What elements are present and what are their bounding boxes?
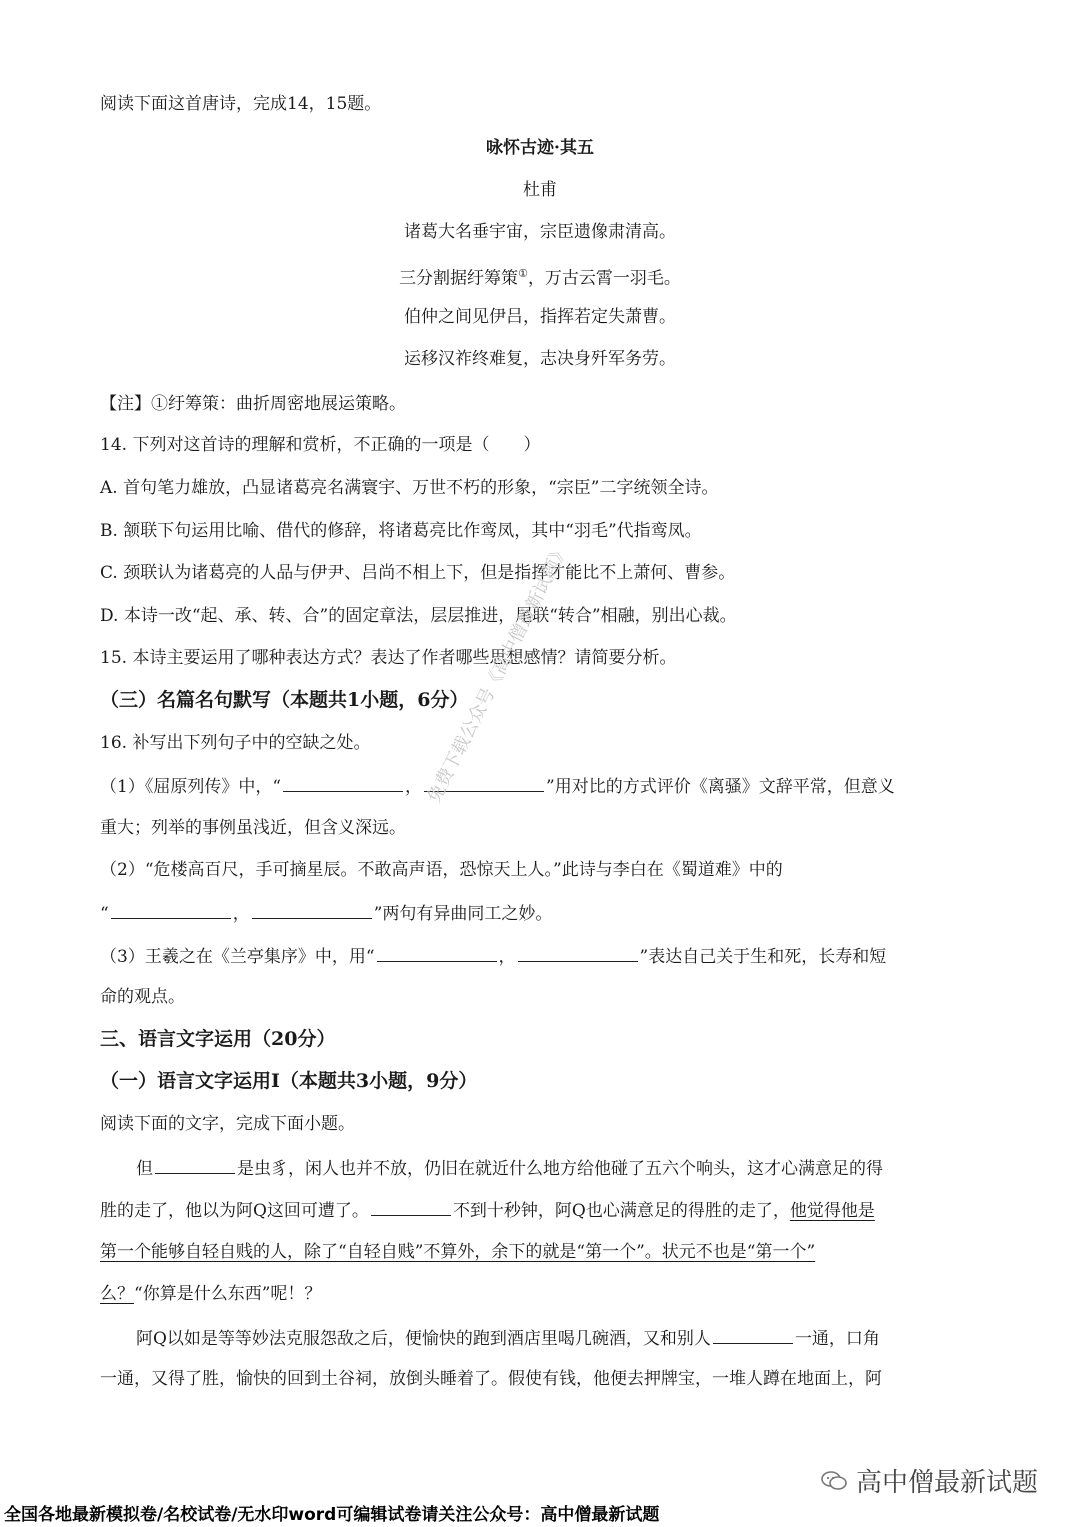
question-16-item-2: （2）“危楼高百尺，手可摘星辰。不敢高声语，恐惊天上人。”此诗与李白在《蜀道难》中的 (100, 860, 783, 880)
brand-name: 高中僧最新试题 (856, 1468, 1039, 1498)
poem-note: 【注】①纡筹策：曲折周密地展运策略。 (100, 394, 406, 414)
underlined-sentence: 第一个能够自轻自贱的人，除了“自轻自贱”不算外，余下的就是“第一个”。状元不也是“第一个” (100, 1242, 816, 1262)
reading-instruction: 阅读下面这首唐诗，完成14，15题。 (100, 94, 382, 114)
answer-blank[interactable] (111, 900, 231, 919)
footer-notice: 全国各地最新模拟卷/名校试卷/无水印word可编辑试卷请关注公众号：高中僧最新试题 (4, 1505, 660, 1525)
poem-author: 杜甫 (523, 180, 557, 200)
answer-blank[interactable] (252, 900, 372, 919)
subsection-heading: （一）语言文字运用Ⅰ（本题共3小题，9分） (100, 1070, 478, 1092)
passage-blank[interactable] (155, 1155, 235, 1174)
answer-blank[interactable] (283, 773, 403, 792)
passage-blank[interactable] (371, 1197, 451, 1216)
question-16-item-1: （1）《屈原列传》中，“ ， ”用对比的方式评价《离骚》文辞平常，但意义 (100, 773, 895, 799)
answer-blank[interactable] (518, 943, 638, 962)
wechat-icon (820, 1470, 848, 1492)
poem-line-4: 运移汉祚终难复，志决身歼军务劳。 (404, 349, 676, 369)
reading-instruction-2: 阅读下面的文字，完成下面小题。 (100, 1114, 355, 1134)
passage-line: 但 是虫豸，闲人也并不放，仍旧在就近什么地方给他碰了五六个响头，这才心满意足的得 (136, 1155, 883, 1181)
question-14: 14. 下列对这首诗的理解和赏析，不正确的一项是（ ） (100, 435, 541, 455)
passage-blank[interactable] (713, 1325, 793, 1344)
poem-line-2: 三分割据纡筹策①，万古云霄一羽毛。 (399, 267, 681, 289)
passage-line: 阿Q以如是等等妙法克服怨敌之后，便愉快的跑到酒店里喝几碗酒，又和别人 一通，口角 (136, 1325, 880, 1351)
option-b: B. 颔联下句运用比喻、借代的修辞，将诸葛亮比作鸾凤，其中“羽毛”代指鸾凤。 (100, 521, 702, 541)
poem-line-3: 伯仲之间见伊吕，指挥若定失萧曹。 (404, 307, 676, 327)
passage-line: 么？“你算是什么东西”呢！？ (100, 1284, 322, 1304)
passage-line: 胜的走了，他以为阿Q这回可遭了。 不到十秒钟，阿Q也心满意足的得胜的走了，他觉得他是 (100, 1197, 875, 1223)
watermark-text: 免费下载公众号《高中僧最新试题》 (423, 540, 574, 807)
passage-line: 一通，又得了胜，愉快的回到土谷祠，放倒头睡着了。假使有钱，他便去押牌宝，一堆人蹲在地面上，阿 (100, 1369, 882, 1389)
poem-line-1: 诸葛大名垂宇宙，宗臣遗像肃清高。 (404, 222, 676, 242)
option-c: C. 颈联认为诸葛亮的人品与伊尹、吕尚不相上下，但是指挥才能比不上萧何、曹参。 (100, 563, 736, 583)
part-heading-language-use: 三、语言文字运用（20分） (100, 1028, 336, 1050)
question-16: 16. 补写出下列句子中的空缺之处。 (100, 733, 371, 753)
brand-mark (820, 1462, 1038, 1499)
option-a: A. 首句笔力雄放，凸显诸葛亮名满寰宇、万世不朽的形象，“宗臣”二字统领全诗。 (100, 478, 719, 498)
question-16-item-3: （3）王羲之在《兰亭集序》中，用“ ， ”表达自己关于生和死，长寿和短 (100, 943, 886, 969)
question-16-item-2-cont: “ ， ”两句有异曲同工之妙。 (100, 900, 552, 926)
question-16-item-1-cont: 重大；列举的事例虽浅近，但含义深远。 (100, 818, 406, 838)
question-15: 15. 本诗主要运用了哪种表达方式？表达了作者哪些思想感情？请简要分析。 (100, 648, 677, 668)
question-16-item-3-cont: 命的观点。 (100, 987, 185, 1007)
underlined-sentence: 他觉得他是 (789, 1201, 875, 1221)
option-d: D. 本诗一改“起、承、转、合”的固定章法，层层推进，尾联“转合”相融，别出心裁。 (100, 606, 737, 626)
underlined-sentence: 么？ (100, 1284, 134, 1304)
section-heading-famous-lines: （三）名篇名句默写（本题共1小题，6分） (100, 689, 469, 711)
answer-blank[interactable] (377, 943, 497, 962)
poem-title: 咏怀古迹·其五 (486, 138, 594, 158)
footnote-marker: ① (518, 267, 528, 280)
